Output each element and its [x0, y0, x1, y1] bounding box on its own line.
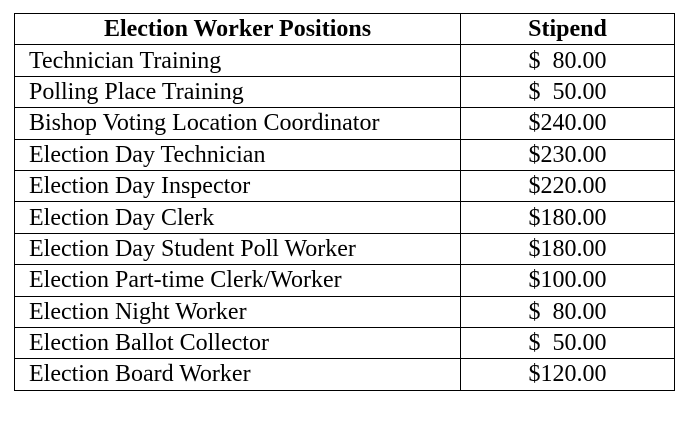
- stipend-cell: $ 50.00: [461, 76, 675, 107]
- column-header-stipend: Stipend: [461, 14, 675, 45]
- position-cell: Election Part-time Clerk/Worker: [15, 265, 461, 296]
- stipend-cell: $180.00: [461, 202, 675, 233]
- table-row: [15, 233, 675, 264]
- position-cell: Bishop Voting Location Coordinator: [15, 108, 461, 139]
- position-cell: Technician Training: [15, 45, 461, 76]
- position-cell: Election Board Worker: [15, 359, 461, 390]
- stipend-cell: $ 80.00: [461, 296, 675, 327]
- position-cell: Election Ballot Collector: [15, 327, 461, 358]
- stipend-cell: $100.00: [461, 265, 675, 296]
- stipend-cell: $180.00: [461, 233, 675, 264]
- position-cell: Election Day Inspector: [15, 170, 461, 201]
- stipend-cell: $230.00: [461, 139, 675, 170]
- table-row: [15, 265, 675, 296]
- table-row: [15, 139, 675, 170]
- position-cell: Election Night Worker: [15, 296, 461, 327]
- table-row: [15, 359, 675, 390]
- table-row: [15, 45, 675, 76]
- table-row: [15, 76, 675, 107]
- table-row: [15, 202, 675, 233]
- stipend-cell: $240.00: [461, 108, 675, 139]
- stipend-cell: $120.00: [461, 359, 675, 390]
- position-cell: Polling Place Training: [15, 76, 461, 107]
- stipend-cell: $220.00: [461, 170, 675, 201]
- position-cell: Election Day Student Poll Worker: [15, 233, 461, 264]
- table-row: [15, 170, 675, 201]
- stipend-cell: $ 80.00: [461, 45, 675, 76]
- table-row: [15, 327, 675, 358]
- table-row: [15, 108, 675, 139]
- election-worker-stipend-table: [14, 13, 675, 391]
- position-cell: Election Day Technician: [15, 139, 461, 170]
- table-header-row: [15, 14, 675, 45]
- position-cell: Election Day Clerk: [15, 202, 461, 233]
- stipend-cell: $ 50.00: [461, 327, 675, 358]
- column-header-positions: Election Worker Positions: [15, 14, 461, 45]
- table-row: [15, 296, 675, 327]
